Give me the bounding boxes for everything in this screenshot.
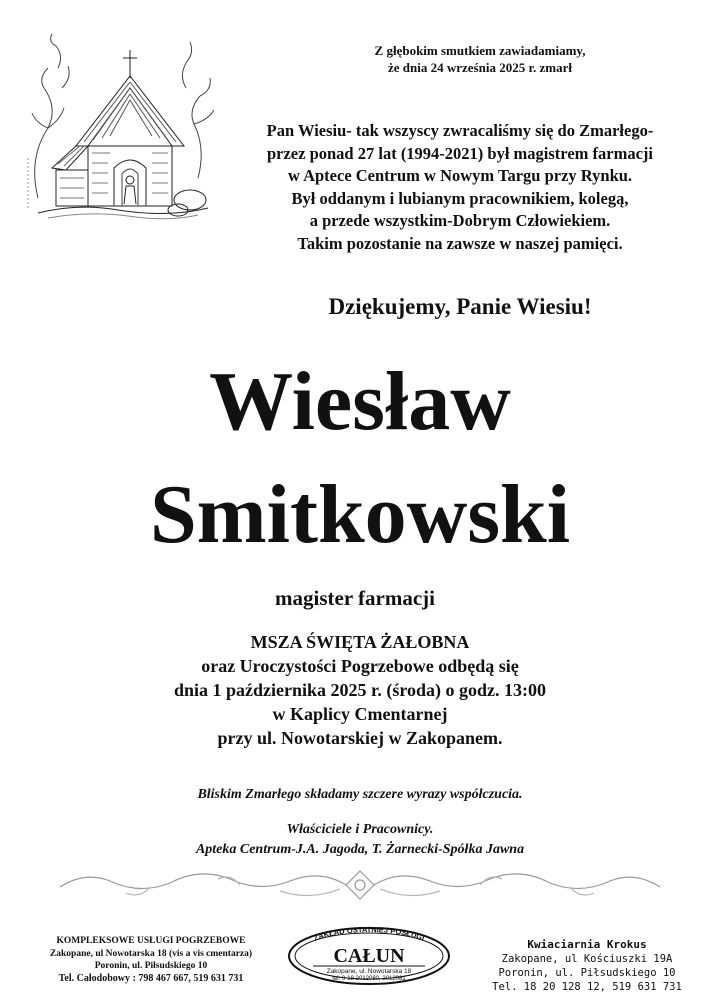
tribute-line: Był oddanym i lubianym pracownikiem, kolegą, [291, 188, 629, 208]
owners-signature [60, 820, 660, 860]
tribute-line: a przede wszystkim-Dobrym Człowiekiem. [309, 211, 611, 230]
tribute-line: Takim pozostanie na zawsze w naszej pamięci. [297, 233, 623, 253]
mass-announcement [60, 630, 660, 750]
announcement [330, 42, 630, 76]
florist-name: Kwiaciarnia Krokus [527, 938, 647, 951]
funeral-phone: Tel. Całodobowy : 798 467 667, 519 631 731 [58, 972, 244, 984]
owners-line-1: Właściciele i Pracownicy. [286, 822, 434, 837]
stamp-phone: tel. 0-18 2012080, 2012081 [332, 976, 406, 982]
tribute-text [220, 120, 700, 255]
svg-text:ZAKŁAD OSTATNIEJ POSŁUGI [312, 925, 425, 943]
mass-line: przy ul. Nowotarskiej w Zakopanem. [217, 728, 503, 748]
stamp-address: Zakopane, ul. Nowotarska 18 [326, 968, 412, 975]
tribute-line: w Aptece Centrum w Nowym Targu przy Rynku. [287, 166, 633, 185]
announcement-line-2: że dnia 24 września 2025 r. zmarł [387, 60, 573, 75]
funeral-address-1: Zakopane, ul Nowotarska 18 (vis a vis cmentarza) [49, 948, 253, 959]
deceased-last-name: Smitkowski [149, 468, 571, 561]
deceased-title-text: magister farmacji [275, 586, 435, 610]
tribute-line: przez ponad 27 lat (1994-2021) był magistrem farmacji [266, 143, 653, 163]
condolences-line: Bliskim Zmarłego składamy szczere wyrazy współczucia. [197, 787, 523, 802]
florist-address-2: Poronin, ul. Piłsudskiego 10 [498, 967, 676, 979]
stamp-name: CAŁUN [333, 945, 405, 967]
florist-phone: Tel. 18 20 128 12, 519 631 731 [492, 981, 682, 993]
funeral-address-2: Poronin, ul. Piłsudskiego 10 [94, 961, 208, 971]
funeral-services-heading: KOMPLEKSOWE USŁUGI POGRZEBOWE [56, 936, 246, 946]
mass-line: dnia 1 października 2025 r. (środa) o godz. 13:00 [173, 680, 547, 700]
announcement-line-1: Z głębokim smutkiem zawiadamiamy, [374, 43, 586, 58]
chapel-sketch-icon [18, 28, 218, 228]
stamp-top-text: ZAKŁAD OSTATNIEJ POSŁUGI [312, 924, 426, 943]
mass-line: oraz Uroczystości Pogrzebowe odbędą się [201, 656, 519, 676]
deceased-title [0, 586, 720, 611]
florist-info [462, 938, 712, 994]
deceased-first-name: Wiesław [209, 355, 511, 448]
floral-divider-icon [40, 865, 680, 905]
calun-stamp-logo [283, 924, 455, 986]
owners-line-2: Apteka Centrum-J.A. Jagoda, T. Żarnecki-Spółka Jawna [195, 842, 525, 857]
funeral-services-info [16, 935, 286, 985]
thanks-line: Dziękujemy, Panie Wiesiu! [328, 294, 592, 319]
mass-line: w Kaplicy Cmentarnej [272, 704, 448, 724]
tribute-line: Pan Wiesiu- tak wszyscy zwracaliśmy się do Zmarłego- [266, 121, 654, 140]
mass-line: MSZA ŚWIĘTA ŻAŁOBNA [250, 632, 470, 652]
florist-address-1: Zakopane, ul Kościuszki 19A [501, 953, 673, 965]
